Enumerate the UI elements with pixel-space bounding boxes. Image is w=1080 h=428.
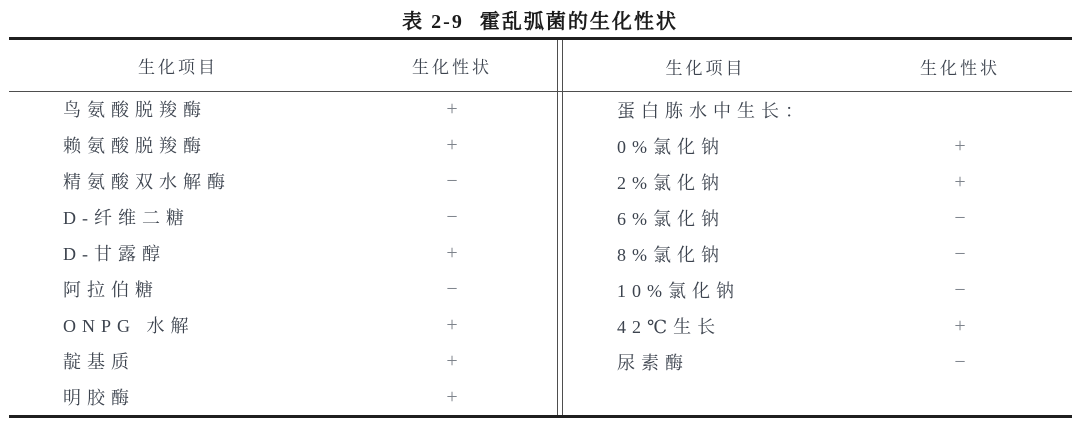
table-right-rows — [563, 92, 1072, 415]
row-item-label: D-纤维二糖 — [63, 208, 190, 228]
row-item-label: 8%氯化钠 — [617, 245, 725, 265]
row-item-label: 赖氨酸脱羧酶 — [63, 136, 207, 156]
table-title — [0, 5, 1080, 34]
row-result-value: − — [954, 350, 966, 373]
table-caption: 霍乱弧菌的生化性状 — [479, 11, 678, 33]
row-result-value: + — [954, 314, 966, 337]
row-result-value: + — [446, 385, 458, 408]
row-item-label: ONPG 水解 — [63, 316, 195, 336]
row-item-label: 靛基质 — [63, 352, 135, 372]
table-left-rows — [9, 91, 557, 415]
table-right-panel — [563, 40, 1072, 415]
row-result-value: + — [446, 241, 458, 264]
table-right-header-row — [563, 40, 1072, 92]
biochem-table — [9, 37, 1072, 418]
table-left-header-row — [9, 40, 557, 91]
row-item-label: 明胶酶 — [63, 388, 135, 408]
row-result-value: + — [446, 97, 458, 120]
table-number: 表 2-9 — [402, 11, 464, 33]
column-header-item: 生化项目 — [138, 58, 218, 77]
row-result-value: − — [446, 169, 458, 192]
row-item-label: 10%氯化钠 — [617, 281, 740, 301]
row-item-label: 2%氯化钠 — [617, 173, 725, 193]
row-result-value: + — [954, 134, 966, 157]
row-item-label: 0%氯化钠 — [617, 137, 725, 157]
row-result-value: − — [446, 205, 458, 228]
row-result-value: − — [954, 278, 966, 301]
row-result-value: − — [954, 206, 966, 229]
row-item-label: 鸟氨酸脱羧酶 — [63, 100, 207, 120]
header-separator-rule — [9, 91, 1072, 92]
column-header-result: 生化性状 — [920, 58, 1000, 78]
row-result-value: − — [446, 277, 458, 300]
row-item-label: 6%氯化钠 — [617, 209, 725, 229]
row-item-label: 精氨酸双水解酶 — [63, 172, 231, 192]
row-item-label: 42℃生长 — [617, 317, 722, 337]
table-left-panel — [9, 40, 557, 415]
column-header-result: 生化性状 — [412, 58, 492, 77]
row-item-label: 阿拉伯糖 — [63, 280, 159, 300]
row-result-value: + — [446, 349, 458, 372]
row-result-value: − — [954, 242, 966, 265]
row-result-value: + — [954, 170, 966, 193]
column-header-item: 生化项目 — [665, 58, 746, 78]
row-item-label: D-甘露醇 — [63, 244, 166, 264]
row-item-label: 蛋白胨水中生长： — [617, 101, 809, 121]
row-item-label: 尿素酶 — [617, 353, 689, 373]
row-result-value: + — [446, 133, 458, 156]
row-result-value: + — [446, 313, 458, 336]
